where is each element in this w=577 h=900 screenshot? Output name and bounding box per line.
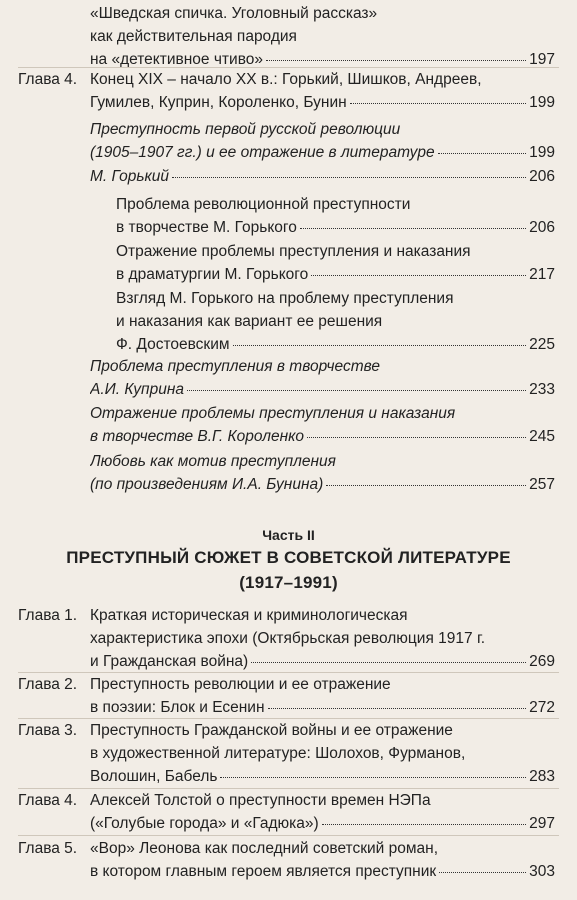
dot-leader: [439, 872, 526, 873]
page-number: 283: [529, 768, 555, 785]
entry-line: Отражение проблемы преступления и наказания: [116, 243, 471, 260]
page-number: 257: [529, 476, 555, 493]
entry-line-last: [90, 378, 555, 401]
dot-leader: [307, 437, 526, 438]
page-number: 245: [529, 428, 555, 445]
entry-text: (1905–1907 гг.) и ее отражение в литературе: [90, 144, 435, 161]
chapter-label: Глава 1.: [18, 607, 78, 624]
page-number: 206: [529, 168, 555, 185]
toc-subsection-gorky-drama: [116, 240, 555, 286]
entry-line: Проблема революционной преступности: [116, 196, 411, 213]
chapter-label: Глава 4.: [18, 792, 78, 809]
entry-line: как действительная пародия: [90, 28, 297, 45]
chapter-label: Глава 2.: [18, 676, 78, 693]
entry-text: в котором главным героем является преступник: [90, 863, 437, 880]
chapter-label: Глава 4.: [18, 71, 78, 88]
page-number: 199: [529, 144, 555, 161]
page-number: 197: [529, 51, 555, 68]
entry-text: Волошин, Бабель: [90, 768, 218, 785]
entry-line: характеристика эпохи (Октябрьская революция 1917 г.: [90, 630, 486, 647]
toc-section-gorky: [90, 165, 555, 188]
entry-line-last: [90, 765, 555, 788]
entry-line-last: [116, 263, 555, 286]
part-years: (1917–1991): [239, 573, 338, 592]
entry-text: в драматургии М. Горького: [116, 266, 309, 283]
entry-line: Отражение проблемы преступления и наказания: [90, 405, 456, 422]
toc-chapter-4-part2: [90, 789, 555, 835]
entry-text: М. Горький: [90, 168, 170, 185]
entry-line: Преступность Гражданской войны и ее отражение: [90, 722, 453, 739]
entry-text: в поэзии: Блок и Есенин: [90, 699, 265, 716]
toc-chapter-3: [90, 719, 555, 788]
toc-chapter-1: [90, 604, 555, 673]
toc-entry-swedish-match: [90, 2, 555, 71]
page-number: 233: [529, 381, 555, 398]
chapter-label: Глава 3.: [18, 722, 78, 739]
dot-leader: [438, 153, 526, 154]
entry-line-last: [90, 696, 555, 719]
entry-line: Любовь как мотив преступления: [90, 453, 336, 470]
entry-text: Ф. Достоевским: [116, 336, 230, 353]
toc-section-revolution: [90, 118, 555, 164]
dot-leader: [322, 824, 526, 825]
entry-line-last: [90, 650, 555, 673]
separator: [18, 835, 559, 836]
entry-text: в творчестве М. Горького: [116, 219, 297, 236]
dot-leader: [266, 60, 526, 61]
dot-leader: [220, 777, 526, 778]
entry-line-last: [90, 473, 555, 496]
entry-text: (по произведениям И.А. Бунина): [90, 476, 324, 493]
entry-line-last: [90, 165, 555, 188]
page-number: 303: [529, 863, 555, 880]
entry-text: («Голубые города» и «Гадюка»): [90, 815, 319, 832]
dot-leader: [311, 275, 526, 276]
dot-leader: [233, 345, 527, 346]
entry-line: «Шведская спичка. Уголовный рассказ»: [90, 5, 378, 22]
toc-chapter-2: [90, 673, 555, 719]
entry-line-last: [90, 812, 555, 835]
toc-subsection-gorky-crime: [116, 193, 555, 239]
entry-line: Краткая историческая и криминологическая: [90, 607, 408, 624]
entry-text: Гумилев, Куприн, Короленко, Бунин: [90, 94, 347, 111]
dot-leader: [172, 177, 526, 178]
dot-leader: [251, 662, 526, 663]
dot-leader: [300, 228, 526, 229]
chapter-label: Глава 5.: [18, 840, 78, 857]
entry-text: А.И. Куприна: [90, 381, 184, 398]
entry-line: Конец XIX – начало XX в.: Горький, Шишков, Андреев,: [90, 71, 482, 88]
toc-chapter-5: [90, 837, 555, 883]
entry-line: Алексей Толстой о преступности времен НЭПа: [90, 792, 431, 809]
entry-line: «Вор» Леонова как последний советский роман,: [90, 840, 439, 857]
entry-line-last: [90, 141, 555, 164]
toc-section-kuprin: [90, 355, 555, 401]
entry-text: в творчестве В.Г. Короленко: [90, 428, 305, 445]
part-label: Часть II: [262, 527, 315, 543]
dot-leader: [187, 390, 526, 391]
toc-entry-chapter4: [90, 68, 555, 114]
dot-leader: [350, 103, 526, 104]
page-number: 272: [529, 699, 555, 716]
dot-leader: [268, 708, 527, 709]
entry-line: Преступность революции и ее отражение: [90, 676, 391, 693]
entry-text: на «детективное чтиво»: [90, 51, 263, 68]
entry-line: в художественной литературе: Шолохов, Фурманов,: [90, 745, 466, 762]
part-title: ПРЕСТУПНЫЙ СЮЖЕТ В СОВЕТСКОЙ ЛИТЕРАТУРЕ: [66, 548, 511, 567]
entry-line: и наказания как вариант ее решения: [116, 313, 383, 330]
entry-line-last: [90, 860, 555, 883]
entry-line: Взгляд М. Горького на проблему преступления: [116, 290, 454, 307]
entry-line: Проблема преступления в творчестве: [90, 358, 380, 375]
toc-section-bunin: [90, 450, 555, 496]
entry-text: и Гражданская война): [90, 653, 249, 670]
page-number: 269: [529, 653, 555, 670]
page-number: 206: [529, 219, 555, 236]
page-number: 225: [529, 336, 555, 353]
toc-section-korolenko: [90, 402, 555, 448]
entry-line-last: [90, 91, 555, 114]
page-number: 297: [529, 815, 555, 832]
entry-line: Преступность первой русской революции: [90, 121, 401, 138]
page-number: 199: [529, 94, 555, 111]
entry-line-last: [116, 216, 555, 239]
page-number: 217: [529, 266, 555, 283]
entry-line-last: [116, 333, 555, 356]
dot-leader: [326, 485, 526, 486]
toc-subsection-gorky-dostoevsky: [116, 287, 555, 356]
entry-line-last: [90, 425, 555, 448]
